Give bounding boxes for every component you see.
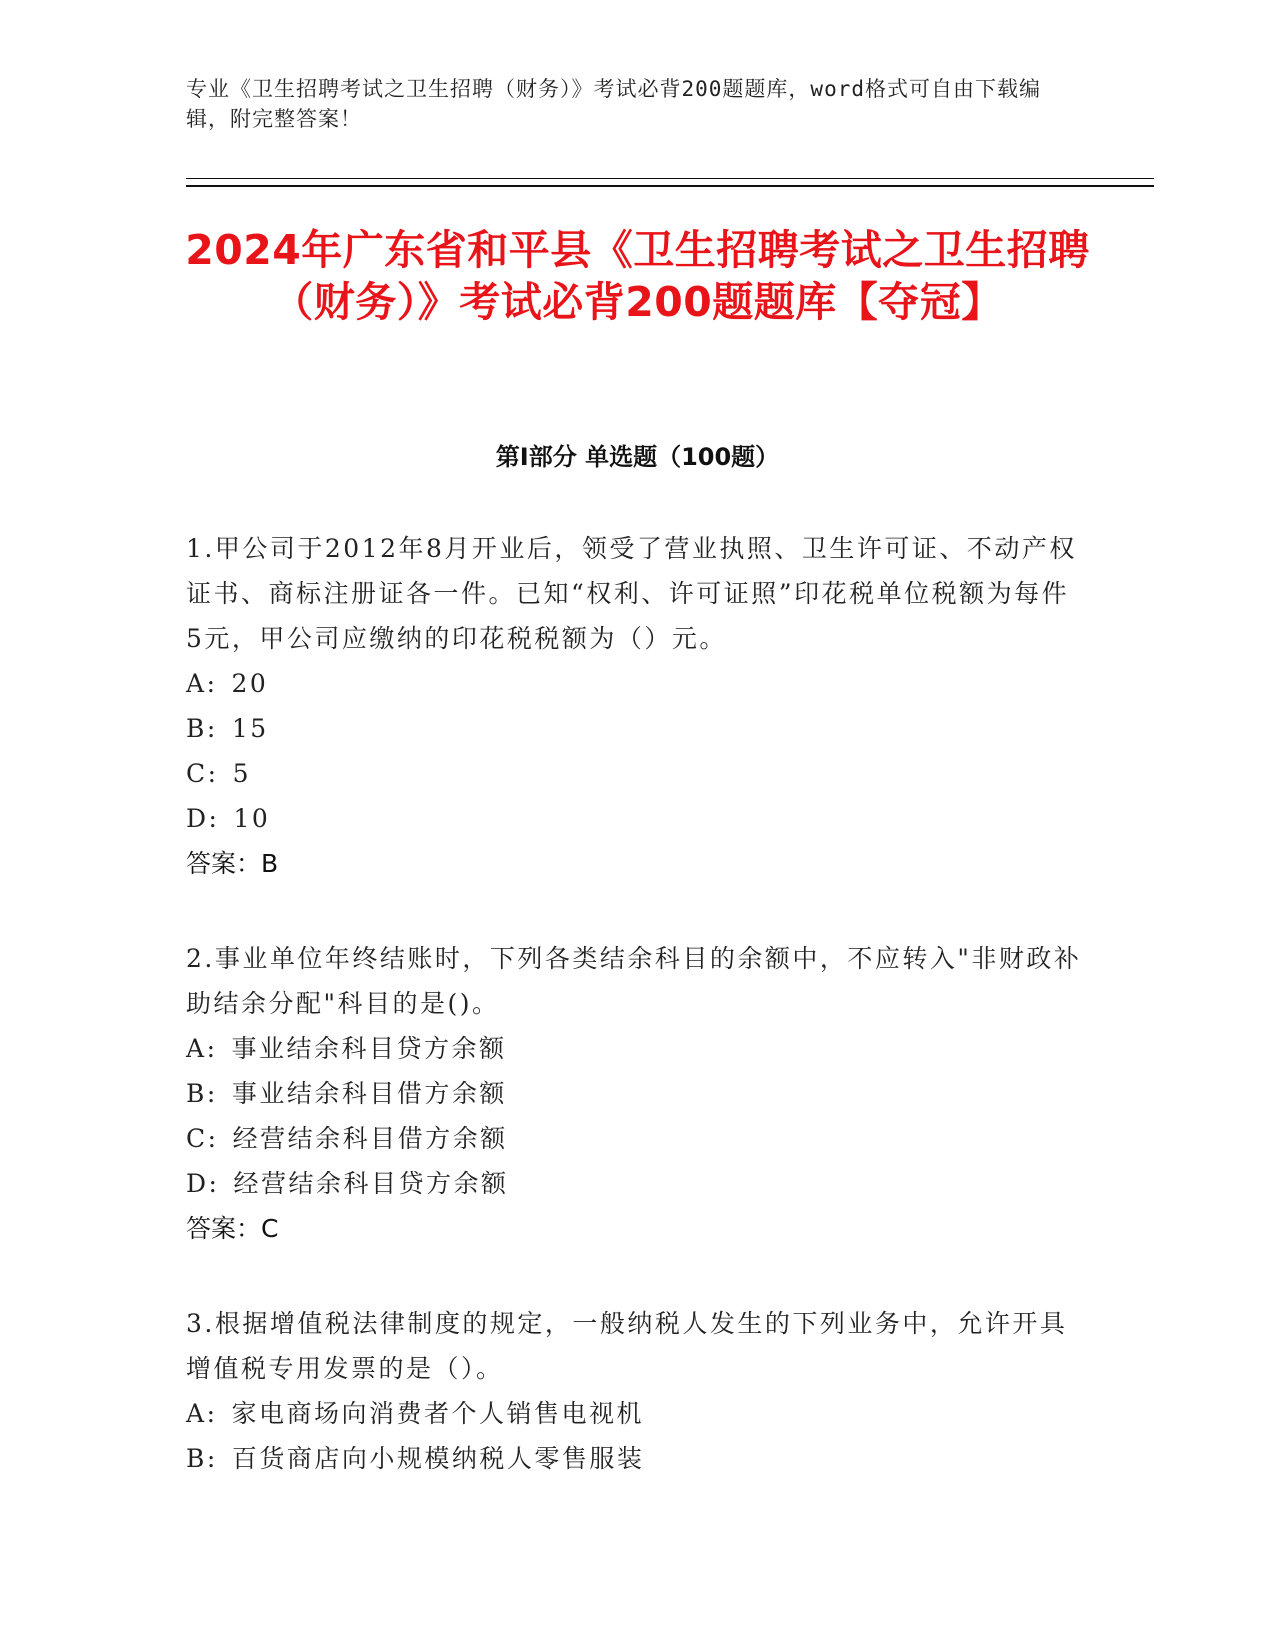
option-a: A: 事业结余科目贷方余额 [186,1034,507,1063]
option-b: B: 百货商店向小规模纳税人零售服装 [186,1444,645,1473]
option-d: D: 10 [186,804,271,833]
option-a: A: 20 [186,669,269,698]
question-stem: 2.事业单位年终结账时，下列各类结余科目的余额中，不应转入"非财政补助结余分配"科目的是()。 [186,944,1082,1018]
option-b: B: 15 [186,714,269,743]
question-list [186,526,1086,1531]
answer-line: 答案：B [186,849,279,878]
option-b: B: 事业结余科目借方余额 [186,1079,507,1108]
option-a: A: 家电商场向消费者个人销售电视机 [186,1399,645,1428]
document-title: 2024年广东省和平县《卫生招聘考试之卫生招聘（财务）》考试必背200题题库【夺冠】 [185,226,1090,326]
question-stem: 3.根据增值税法律制度的规定，一般纳税人发生的下列业务中，允许开具增值税专用发票的是（）。 [186,1309,1068,1383]
section-heading: 第Ⅰ部分 单选题（100题） [495,443,780,471]
header-note: 专业《卫生招聘考试之卫生招聘（财务）》考试必背200题题库，word格式可自由下载编辑，附完整答案！ [186,77,1041,131]
header-divider-thick [186,185,1154,187]
header-divider-thin [186,178,1154,179]
question-2 [186,936,1086,1251]
option-c: C: 经营结余科目借方余额 [186,1124,508,1153]
question-1 [186,526,1086,886]
question-stem: 1.甲公司于2012年8月开业后，领受了营业执照、卫生许可证、不动产权证书、商标注册证各一件。已知“权利、许可证照”印花税单位税额为每件5元，甲公司应缴纳的印花税税额为（）元。 [186,534,1077,653]
option-d: D: 经营结余科目贷方余额 [186,1169,509,1198]
answer-line: 答案：C [186,1214,279,1243]
question-3 [186,1301,1086,1481]
option-c: C: 5 [186,759,251,788]
